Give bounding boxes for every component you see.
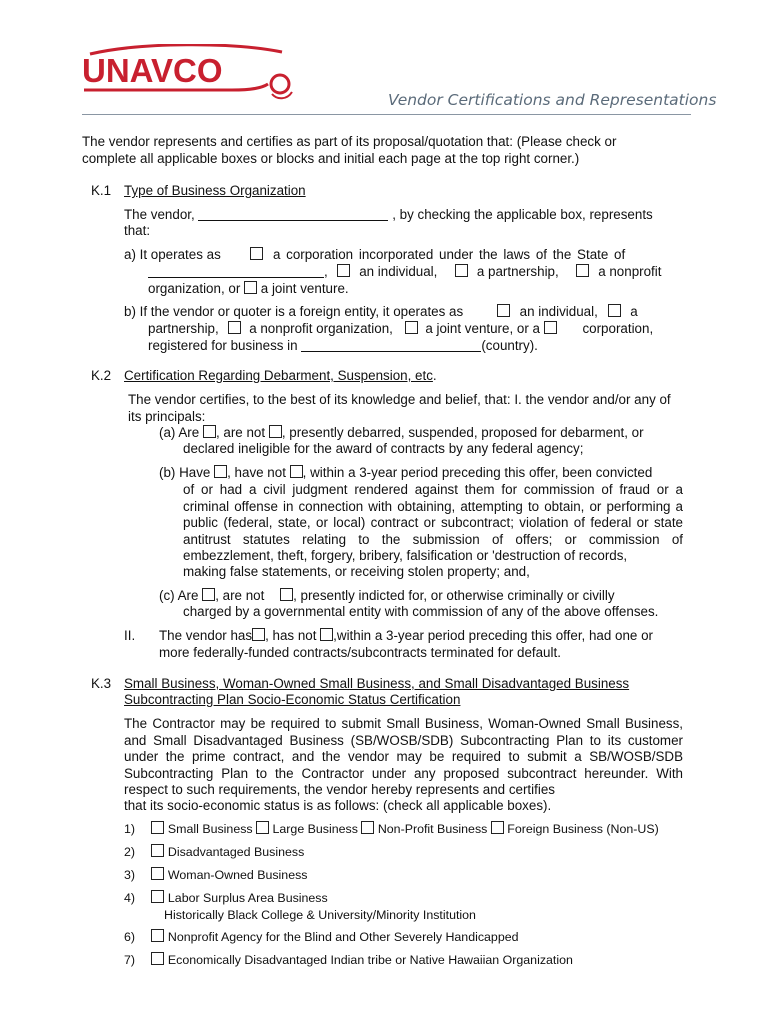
k2-b-have: Have — [179, 465, 211, 480]
country-field[interactable] — [301, 339, 481, 352]
k2-ii-rest1: ,within a 3-year period preceding this offer, had one or — [333, 628, 654, 643]
k2-b-havenot: , have not — [227, 465, 286, 480]
checkbox-joint-venture[interactable] — [244, 281, 257, 294]
option-foreign-business: Foreign Business (Non-US) — [507, 822, 659, 836]
checkbox-indicted-are-not[interactable] — [280, 588, 293, 601]
k1-b-individual: an individual, — [519, 304, 598, 319]
k2-b-rest1: , within a 3-year period preceding this offer, been convicted — [302, 465, 653, 480]
k3-item-num: 6) — [124, 930, 136, 944]
checkbox-woman-owned-business[interactable] — [151, 867, 164, 880]
k1-b-corporation: corporation, — [582, 321, 654, 336]
k3-item-num: 4) — [124, 891, 136, 905]
header-rule — [82, 114, 691, 115]
checkbox-debarred-are[interactable] — [203, 425, 216, 438]
k3-item-4-sub: Historically Black College & University/Minority Institution — [164, 908, 476, 922]
checkbox-small-business[interactable] — [151, 821, 164, 834]
k3-body-last: that its socio-economic status is as follows: (check all applicable boxes). — [124, 798, 552, 813]
checkbox-indicted-are[interactable] — [202, 588, 215, 601]
option-large-business: Large Business — [272, 822, 358, 836]
k1-b-country: (country). — [481, 338, 538, 353]
k1-a-line1 — [124, 247, 625, 263]
k3-heading1: Small Business, Woman-Owned Small Business, and Small Disadvantaged Business — [124, 676, 630, 691]
k2-a-label: (a) — [159, 425, 176, 440]
k2-number: K.2 — [91, 368, 112, 383]
k1-vendor-post: , by checking the applicable box, represents — [392, 207, 653, 222]
k2-c-rest1: , presently indicted for, or otherwise criminally or civilly — [293, 588, 615, 603]
page-title: Vendor Certifications and Representations — [388, 91, 717, 109]
checkbox-foreign-corporation[interactable] — [544, 321, 557, 334]
option-indian-tribe: Economically Disadvantaged Indian tribe or Native Hawaiian Organization — [167, 953, 573, 967]
k1-b-line1 — [124, 304, 638, 320]
k1-b-jv: a joint venture, or a — [425, 321, 540, 336]
k2-b-rest2: of or had a civil judgment rendered against them for commission of fraud or a criminal offense in connection with obtaining, attempting to obtain, or performing a public (federal, state, or local) contract or subcontract; violation of federal or state antitrust statutes relating to the submission of offers; or commission of embezzlement, theft, forgery, bribery, falsification or 'destruction of records, — [183, 482, 683, 563]
state-field[interactable] — [148, 265, 324, 278]
checkbox-labor-surplus-area[interactable] — [151, 890, 164, 903]
k1-b-label: b) If the vendor or quoter is a foreign entity, it operates as — [124, 304, 464, 319]
k2-a-arenot: , are not — [215, 425, 266, 440]
k1-vendor-pre: The vendor, — [124, 207, 195, 222]
k2-ii-line1 — [159, 628, 653, 644]
k1-b-line2 — [148, 321, 653, 337]
checkbox-foreign-individual[interactable] — [497, 304, 510, 317]
checkbox-nonprofit[interactable] — [576, 264, 589, 277]
k2-heading-end: . — [432, 368, 437, 383]
k1-a-individual: an individual, — [359, 264, 438, 279]
option-non-profit-business: Non-Profit Business — [377, 822, 488, 836]
checkbox-indian-tribe[interactable] — [151, 952, 164, 965]
option-nonprofit-blind: Nonprofit Agency for the Blind and Other Severely Handicapped — [167, 930, 519, 944]
k2-a-rest1: , presently debarred, suspended, proposed for debarment, or — [281, 425, 644, 440]
k2-b-rest3: making false statements, or receiving stolen property; and, — [183, 564, 530, 579]
k2-heading: Certification Regarding Debarment, Suspension, etc — [124, 368, 433, 383]
k1-vendor-line — [124, 207, 653, 223]
logo-text: UNAVCO — [82, 52, 223, 89]
k3-item-1 — [124, 821, 659, 837]
k3-item-num: 7) — [124, 953, 136, 967]
checkbox-disadvantaged-business[interactable] — [151, 844, 164, 857]
checkbox-partnership[interactable] — [455, 264, 468, 277]
k2-c-line1 — [159, 588, 615, 604]
k2-heading-line — [124, 368, 437, 384]
option-small-business: Small Business — [167, 822, 253, 836]
k2-c-label: (c) — [159, 588, 175, 603]
checkbox-large-business[interactable] — [256, 821, 269, 834]
k2-c-arenot: , are not — [215, 588, 265, 603]
k2-intro: The vendor certifies, to the best of its knowledge and belief, that: I. the vendor and/or any of its principals: — [128, 392, 671, 424]
k3-number: K.3 — [91, 676, 112, 691]
intro-text: The vendor represents and certifies as part of its proposal/quotation that: (Please check or complete all applicable boxes or blocks and initial each page at the top right corner.) — [82, 134, 617, 166]
k1-a-corp: a corporation incorporated under the laws of the State of — [272, 247, 626, 262]
k2-a-line1 — [159, 425, 644, 441]
checkbox-debarred-are-not[interactable] — [269, 425, 282, 438]
k1-b-a: a — [630, 304, 638, 319]
checkbox-foreign-business[interactable] — [491, 821, 504, 834]
checkbox-corporation[interactable] — [250, 247, 263, 260]
checkbox-foreign-partnership[interactable] — [608, 304, 621, 317]
checkbox-nonprofit-blind[interactable] — [151, 929, 164, 942]
k1-b-registered: registered for business in — [148, 338, 298, 353]
k3-item-num: 1) — [124, 822, 136, 836]
k1-number: K.1 — [91, 183, 112, 198]
k1-b-line3 — [148, 338, 538, 354]
k1-a-org: organization, or — [148, 281, 241, 296]
k2-c-rest2: charged by a governmental entity with commission of any of the above offenses. — [183, 604, 659, 619]
k3-item-3 — [124, 867, 307, 883]
k3-body: The Contractor may be required to submit Small Business, Woman-Owned Small Business, and Small Disadvantaged Business (SB/WOSB/SDB) Subcontracting Plan to its customer under the prime contract, and the vendor may be required to submit a SB/WOSB/SDB Subcontracting Plan to the Contractor under any proposed subcontract hereunder. With respect to such requirements, the vendor hereby represents and certifies — [124, 716, 683, 797]
k2-ii-has: The vendor has — [159, 628, 253, 643]
k2-ii-label: II. — [124, 628, 136, 643]
k1-heading: Type of Business Organization — [124, 183, 306, 198]
checkbox-foreign-nonprofit[interactable] — [228, 321, 241, 334]
k1-a-line2: , an individual, a partnership, a nonprofit — [148, 264, 661, 280]
checkbox-non-profit-business[interactable] — [361, 821, 374, 834]
k3-item-6 — [124, 929, 519, 945]
checkbox-convicted-have[interactable] — [214, 465, 227, 478]
k2-ii-hasnot: , has not — [265, 628, 317, 643]
k1-a-nonprofit: a nonprofit — [598, 264, 662, 279]
k1-a-jv: a joint venture. — [260, 281, 349, 296]
k2-a-are: Are — [178, 425, 200, 440]
k1-b-nonprofit: a nonprofit organization, — [249, 321, 393, 336]
k3-item-num: 2) — [124, 845, 136, 859]
checkbox-convicted-have-not[interactable] — [290, 465, 303, 478]
k2-c-are: Are — [177, 588, 199, 603]
checkbox-terminated-has[interactable] — [252, 628, 265, 641]
checkbox-individual[interactable] — [337, 264, 350, 277]
k2-b-label: (b) — [159, 465, 176, 480]
k1-vendor-that: that: — [124, 223, 151, 238]
option-labor-surplus-area: Labor Surplus Area Business — [167, 891, 328, 905]
k1-a-label: a) It operates as — [124, 247, 221, 262]
logo-graphic — [82, 44, 297, 104]
vendor-name-field[interactable] — [198, 208, 388, 221]
k2-b-line1 — [159, 465, 652, 481]
option-disadvantaged-business: Disadvantaged Business — [167, 845, 305, 859]
k3-item-4 — [124, 890, 328, 906]
k3-heading2: Subcontracting Plan Socio-Economic Status Certification — [124, 692, 461, 707]
k1-a-line3 — [148, 281, 349, 297]
checkbox-foreign-joint-venture[interactable] — [405, 321, 418, 334]
option-woman-owned-business: Woman-Owned Business — [167, 868, 308, 882]
k2-a-rest2: declared ineligible for the award of contracts by any federal agency; — [183, 441, 584, 456]
k3-item-num: 3) — [124, 868, 136, 882]
logo — [82, 44, 297, 104]
k3-item-2 — [124, 844, 304, 860]
k1-b-partnership: partnership, — [148, 321, 219, 336]
checkbox-terminated-has-not[interactable] — [320, 628, 333, 641]
k2-ii-rest2: more federally-funded contracts/subcontracts terminated for default. — [159, 645, 561, 660]
k1-a-partnership: a partnership, — [476, 264, 559, 279]
k3-item-7 — [124, 952, 573, 968]
